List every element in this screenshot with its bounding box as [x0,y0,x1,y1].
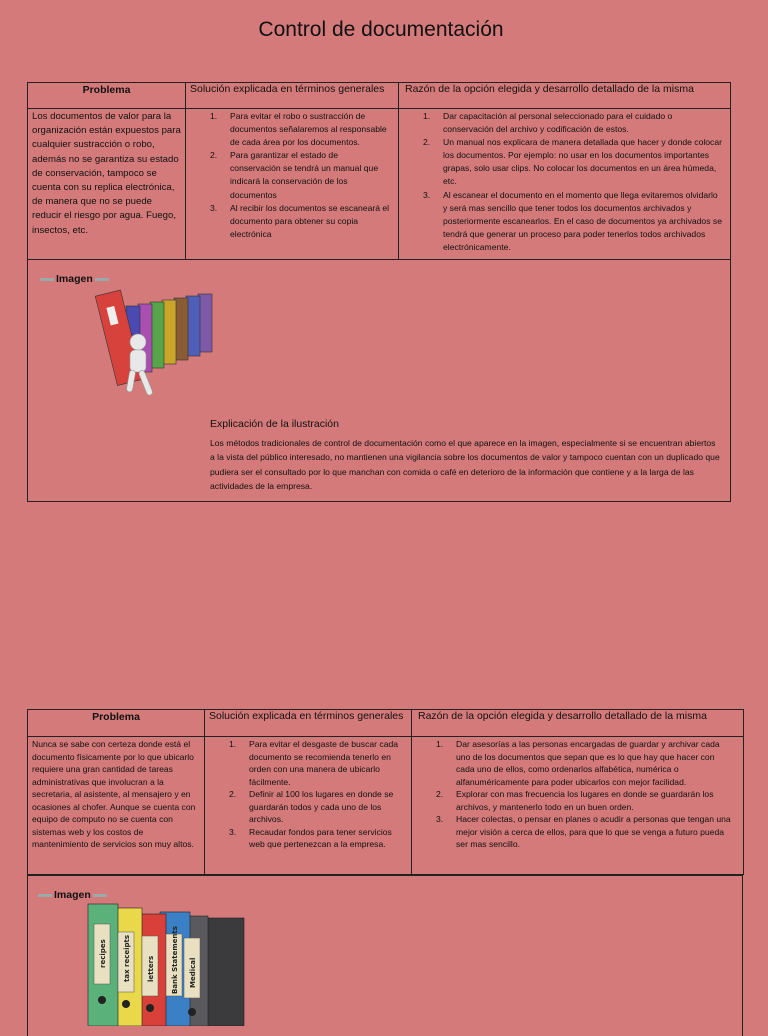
list-item: 3. Al recibir los documentos se escaneará el documento para obtener su copia electrónica [210,202,390,239]
explanation-text: Los métodos tradicionales de control de documentación como el que aparece en la imagen, especialmente si se encuentran abiertos a la vista del público interesado, no mantienen una vigilancia sobre los documentos de valor y tampoco cuentan con un duplicado que pudiera ser el consultado por lo que manchan con comida o café en deterioro de la información que contiene y a la larga de las actividades de la empresa. [210,438,720,491]
header-reason: Razón de la opción elegida y desarrollo detallado de la misma [399,83,731,109]
solutions-list [190,110,394,241]
header-problem: Problema [28,83,186,109]
image-label: Imagen [38,273,111,285]
binder-row [95,290,212,386]
binder-shelf [88,904,244,1026]
list-item: 3. Hacer colectas, o pensar en planes o acudir a personas que tengan una mejor visión a cerca de ellos, para que lo que se venga a futuro pueda ser mas sencillo. [436,814,731,849]
solutions-list [209,738,407,851]
binder-label-letters: letters [147,955,155,982]
list-item: 1. Para evitar el robo o sustracción de documentos señalaremos al responsable de cada área por los documentos. [210,111,387,148]
reasons-cell [399,109,731,260]
labeled-binders-illustration [82,898,252,1026]
illustration-section-2 [27,875,743,1036]
problem-cell: Los documentos de valor para la organización están expuestos para cualquier sustracción o robo, además no se garantiza su estado de conservación, tampoco se cuenta con su replica electrónica, de manera que no se puede reducir el riesgo por agua. Fuego, insectos, etc. [28,109,186,260]
illustration-section [27,259,731,502]
header-reason: Razón de la opción elegida y desarrollo detallado de la misma [412,710,744,737]
list-item: 1. Dar asesorías a las personas encargadas de guardar y archivar cada uno de los documentos que sepan que es lo que hay que hacer con cada uno de ellos, como ordenarlos alfabética, numérica o alfanuméricamente para poder ubicarlos con mejor facilidad. [436,739,720,787]
reasons-list [416,738,739,851]
list-item: 1. Para evitar el desgaste de buscar cada documento se recomienda tenerlo en orden con una manera de ubicarlo fácilmente. [229,739,399,787]
solutions-cell [205,737,412,875]
documentation-table-2 [27,709,744,875]
list-item: 1. Dar capacitación al personal seleccionado para el cuidado o conservación del archivo y codificación de estos. [423,111,673,135]
list-item: 2. Definir al 100 los lugares en donde se guardarán todos y cada uno de los archivos. [229,789,394,824]
solutions-cell [186,109,399,260]
binder-label-tax-receipts: tax receipts [123,934,131,982]
header-solution: Solución explicada en términos generales [205,710,412,737]
list-item: 2. Explorar con mas frecuencia los lugares en donde se guardarán los archivos, y mantenerlo todo en un buen orden. [436,789,714,812]
page-title: Control de documentación [258,18,504,41]
header-problem: Problema [28,710,205,737]
list-item: 3. Al escanear el documento en el momento que llega evitaremos olvidarlo y será mas sencillo que tener todos los documentos archivados y posteriormente escanearlos. En el caso de documentos ya archivados se tendrá que generar un proceso para poder tenerlos todos archivados electrónicamente. [423,189,722,252]
header-solution: Solución explicada en términos generales [186,83,399,109]
list-item: 2. Un manual nos explicara de manera detallada que hacer y donde colocar los documentos. Por ejemplo: no usar en los documentos importantes grapas, solo usar clips. No colocar los documentos en un área húmeda, etc. [423,137,722,187]
reasons-list [403,110,726,254]
list-item: 3. Recaudar fondos para tener servicios web que pertenezcan a la empresa. [229,826,392,849]
binder-label-bank-statements: Bank Statements [171,926,179,994]
image-label: Imagen [36,889,109,901]
binders-figure-illustration [88,284,238,409]
explanation-title: Explicación de la ilustración [210,418,339,430]
binder-label-recipes: recipes [99,939,107,968]
reasons-cell [412,737,744,875]
problem-cell: Nunca se sabe con certeza donde está el documento físicamente por lo que ubicarlo requiere una gran cantidad de tareas administrativas que involucran a la secretaria, al asistente, al mensajero y en ocasiones al chofer. Aunque se cuenta con equipo de computo no se cuenta con sistemas web y los costos de mantenimiento de servicios son muy altos. [28,737,205,875]
documentation-table-1 [27,82,731,260]
list-item: 2. Para garantizar el estado de conservación se tendrá un manual que indicará la conservación de los documentos [210,150,379,200]
binder-label-medical: Medical [189,957,197,988]
